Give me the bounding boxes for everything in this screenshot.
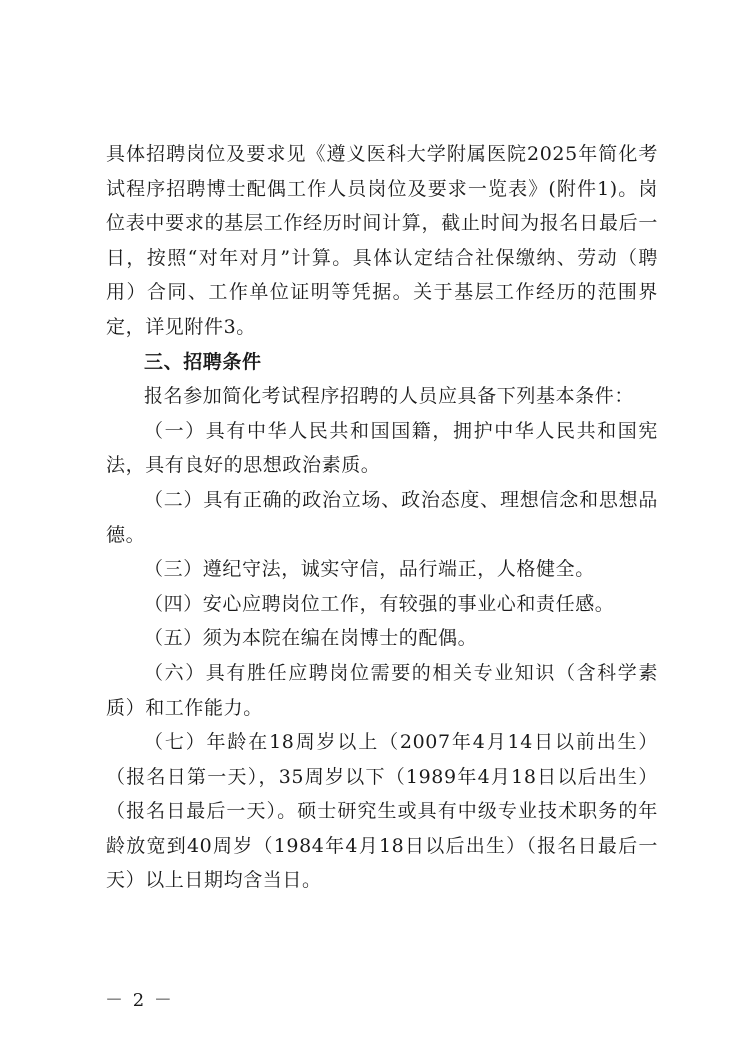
page-number: － 2 － bbox=[105, 990, 174, 1011]
condition-item: （五）须为本院在编在岗博士的配偶。 bbox=[144, 627, 478, 650]
condition-item: （六）具有胜任应聘岗位需要的相关专业知识（含科学素质）和工作能力。 bbox=[106, 661, 658, 719]
section-heading: 三、招聘条件 bbox=[144, 350, 262, 373]
intro-paragraph: 具体招聘岗位及要求见《遵义医科大学附属医院2025年简化考试程序招聘博士配偶工作人员岗位及要求一览表》(附件1)。岗位表中要求的基层工作经历时间计算，截止时间为报名日最后一日，按照“对年对月”计算。具体认定结合社保缴纳、劳动（聘用）合同、工作单位证明等凭据。关于基层工作经历的范围界定，详见附件3。 bbox=[106, 143, 658, 338]
condition-item: （一）具有中华人民共和国国籍，拥护中华人民共和国宪法，具有良好的思想政治素质。 bbox=[106, 419, 658, 477]
lead-paragraph: 报名参加简化考试程序招聘的人员应具备下列基本条件： bbox=[144, 385, 635, 408]
condition-item: （四）安心应聘岗位工作，有较强的事业心和责任感。 bbox=[144, 592, 615, 615]
condition-item: （三）遵纪守法，诚实守信，品行端正，人格健全。 bbox=[144, 558, 595, 581]
condition-item: （七）年龄在18周岁以上（2007年4月14日以前出生）（报名日第一天），35周岁以下（1989年4月18日以后出生）（报名日最后一天）。硕士研究生或具有中级专业技术职务的年龄放宽到40周岁（1984年4月18日以后出生）（报名日最后一天）以上日期均含当日。 bbox=[106, 731, 658, 892]
document-body bbox=[106, 137, 658, 898]
condition-item: （二）具有正确的政治立场、政治态度、理想信念和思想品德。 bbox=[106, 488, 658, 546]
